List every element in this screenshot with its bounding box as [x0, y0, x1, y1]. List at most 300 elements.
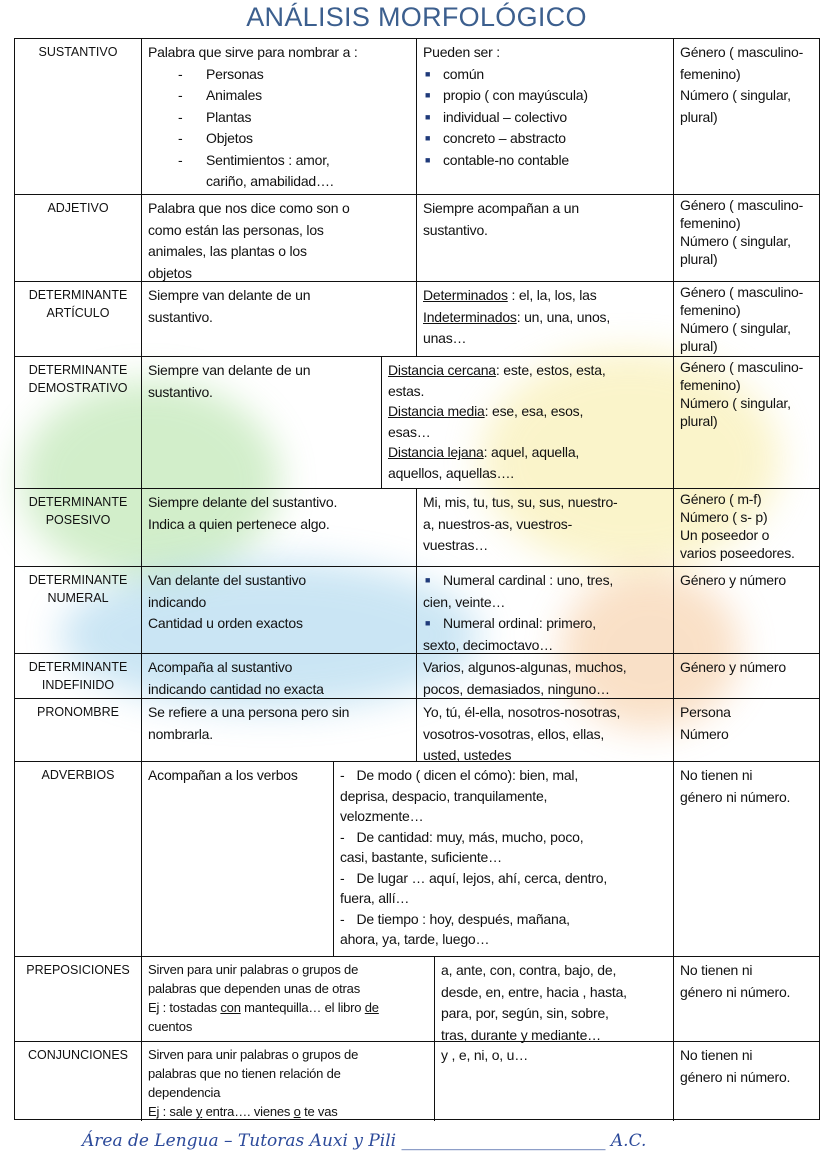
cell-line [680, 358, 813, 376]
line-text: No tienen ni [680, 962, 753, 978]
cell-line [423, 613, 667, 635]
definition-cell [141, 567, 416, 653]
cell-line [680, 657, 813, 679]
line-text: Un poseedor o [680, 527, 770, 543]
cell-line [423, 702, 667, 724]
table-row [15, 488, 819, 566]
category-label: DEMOSTRATIVO [28, 381, 128, 395]
line-text: plural) [680, 413, 718, 429]
line-text: Persona [680, 704, 731, 720]
category-label: ADVERBIOS [41, 768, 115, 782]
line-text: género ni número. [680, 983, 791, 1000]
line-text: casi, bastante, suficiente… [340, 849, 502, 865]
cell-line [148, 492, 410, 514]
text-segment: mantequilla… el libro [240, 1000, 365, 1015]
gender-number-cell [673, 39, 819, 194]
line-text: Número ( s- p) [680, 509, 768, 525]
cell-line [148, 765, 327, 787]
line-text: como están las personas, los [148, 221, 324, 238]
examples-cell [416, 489, 673, 566]
line-text: indicando [148, 593, 207, 610]
dash-bullet-icon: - [178, 151, 183, 168]
examples-cell [434, 957, 673, 1041]
category-label: DETERMINANTE [28, 573, 128, 587]
examples-cell [416, 195, 673, 281]
category-label: ARTÍCULO [46, 306, 110, 320]
cell-line [680, 787, 813, 809]
line-text: Siempre delante del sustantivo. [148, 494, 338, 510]
line-text: deprisa, despacio, tranquilamente, [340, 787, 548, 804]
cell-line [423, 592, 667, 614]
cell-line [148, 1045, 428, 1064]
cell-line [680, 232, 813, 250]
square-bullet-icon: ■ [425, 575, 431, 585]
line-text: velozmente… [340, 808, 424, 824]
text-segment: te vas [300, 1104, 338, 1119]
line-text: género ni número. [680, 788, 791, 805]
line-text: sexto, decimoctavo… [423, 636, 554, 653]
category-cell [15, 957, 141, 1041]
cell-line [680, 42, 813, 64]
cell-line [340, 868, 667, 889]
line-text: fuera, allí… [340, 890, 410, 906]
line-text: Sentimientos : amor, [206, 151, 330, 168]
examples-cell [416, 567, 673, 653]
cell-line [680, 544, 813, 562]
line-text: vuestras… [423, 537, 489, 553]
cell-line [148, 85, 410, 107]
cell-line [388, 401, 667, 422]
line-text: unas… [423, 330, 467, 346]
underlined-term: Distancia cercana [388, 362, 496, 378]
examples-cell [333, 762, 673, 956]
category-label: DETERMINANTE [28, 288, 128, 302]
cell-line [340, 827, 667, 848]
cell-line [388, 442, 667, 463]
line-text: No tienen ni [680, 1047, 753, 1063]
line-text: Varios, algunos-algunas, muchos, [423, 659, 627, 675]
category-cell [15, 699, 141, 761]
text-segment: : este, estos, esta, [495, 362, 606, 378]
line-text: varios poseedores. [680, 545, 795, 561]
category-label: ADJETIVO [47, 201, 109, 215]
cell-line [423, 492, 667, 514]
cell-line [680, 1067, 813, 1089]
cell-line [680, 765, 813, 787]
examples-cell [434, 1042, 673, 1121]
line-text: Palabra que sirve para nombrar a : [148, 44, 358, 60]
cell-line [441, 960, 667, 982]
underlined-term: Determinados [423, 287, 508, 303]
category-label: SUSTANTIVO [38, 45, 118, 59]
line-text: femenino) [680, 215, 741, 231]
cell-line [423, 220, 667, 242]
dash-bullet-icon: - [340, 767, 345, 783]
cell-line [148, 42, 410, 64]
cell-line [148, 307, 410, 329]
table-row [15, 566, 819, 653]
square-bullet-icon: ■ [425, 154, 431, 165]
definition-cell [141, 654, 416, 698]
category-label: DETERMINANTE [28, 495, 128, 509]
cell-line [148, 150, 410, 172]
cell-line [423, 535, 667, 557]
line-text: Plantas [206, 108, 252, 125]
text-segment: entra…. vienes [202, 1104, 294, 1119]
cell-line [680, 508, 813, 526]
line-text: Acompaña al sustantivo [148, 659, 293, 675]
cell-line [680, 526, 813, 544]
category-label: PREPOSICIONES [26, 963, 130, 977]
underlined-term: Distancia lejana [388, 444, 484, 460]
line-text: De cantidad: muy, más, mucho, poco, [356, 828, 584, 845]
category-cell [15, 1042, 141, 1121]
cell-line [148, 724, 410, 746]
line-text: vosotros-vosotras, ellos, ellas, [423, 725, 605, 742]
gender-number-cell [673, 195, 819, 281]
cell-line [148, 128, 410, 150]
cell-line [423, 285, 667, 307]
cell-line [680, 337, 813, 355]
line-text: Número ( singular, [680, 87, 791, 103]
line-text: Siempre van delante de un [148, 362, 311, 378]
line-text: para, por, según, sin, sobre, [441, 1005, 609, 1021]
cell-line [388, 463, 667, 484]
line-text: De modo ( dicen el cómo): bien, mal, [356, 767, 579, 783]
cell-line [680, 982, 813, 1004]
cell-line [148, 107, 410, 129]
category-label: CONJUNCIONES [27, 1048, 128, 1062]
line-text: Número ( singular, [680, 320, 791, 336]
cell-line [680, 107, 813, 129]
line-text: palabras que dependen unas de otras [148, 981, 361, 996]
gender-number-cell [673, 762, 819, 956]
definition-cell [141, 282, 416, 356]
table-row [15, 356, 819, 488]
underlined-term: Distancia media [388, 403, 485, 419]
cell-line [423, 107, 667, 129]
line-text: Género y número [680, 659, 786, 675]
gender-number-cell [673, 699, 819, 761]
line-text: sustantivo. [148, 308, 213, 325]
gender-number-cell [673, 357, 819, 488]
line-text: propio ( con mayúscula) [443, 87, 588, 103]
table-row [15, 194, 819, 281]
cell-line [148, 613, 410, 635]
square-bullet-icon: ■ [425, 133, 431, 143]
cell-line [148, 382, 375, 404]
cell-line [423, 679, 667, 701]
cell-line [148, 592, 410, 614]
line-text: Animales [206, 87, 262, 103]
underlined-term: de [364, 1000, 379, 1015]
line-text: Número [680, 725, 729, 742]
line-text: No tienen ni [680, 767, 753, 783]
footer: Área de Lengua – Tutoras Auxi y Pili ________________________ A.C. [82, 1131, 647, 1151]
square-bullet-icon: ■ [425, 68, 431, 79]
cell-line [148, 241, 410, 263]
gender-number-cell [673, 567, 819, 653]
dash-bullet-icon: - [340, 910, 345, 927]
table-row [15, 653, 819, 698]
table-row [15, 39, 819, 194]
cell-line [423, 42, 667, 64]
cell-line [148, 679, 410, 701]
category-label: POSESIVO [45, 513, 111, 527]
cell-line [340, 765, 667, 786]
line-text: Acompañan a los verbos [148, 767, 298, 783]
gender-number-cell [673, 1042, 819, 1121]
gender-number-cell [673, 957, 819, 1041]
line-text: femenino) [680, 302, 741, 318]
cell-line [340, 847, 667, 868]
cell-line [680, 85, 813, 107]
cell-line [423, 128, 667, 150]
cell-line [680, 301, 813, 319]
cell-line [148, 998, 428, 1017]
definition-cell [141, 39, 416, 194]
line-text: sustantivo. [423, 221, 488, 238]
category-label: NUMERAL [47, 591, 109, 605]
examples-cell [416, 39, 673, 194]
cell-line [148, 285, 410, 307]
cell-line [680, 376, 813, 394]
line-text: desde, en, entre, hacia , hasta, [441, 983, 627, 1000]
underlined-term: Indeterminados [423, 308, 517, 325]
line-text: Se refiere a una persona pero sin [148, 704, 350, 720]
square-bullet-icon: ■ [425, 90, 431, 100]
cell-line [148, 198, 410, 220]
cell-line [423, 657, 667, 679]
examples-cell [416, 654, 673, 698]
line-text: indicando cantidad no exacta [148, 680, 324, 697]
cell-line [423, 85, 667, 107]
line-text: Número ( singular, [680, 395, 791, 411]
line-text: Pueden ser : [423, 44, 500, 60]
cell-line [423, 64, 667, 86]
line-text: Numeral ordinal: primero, [443, 615, 596, 631]
line-text: Van delante del sustantivo [148, 572, 306, 588]
table-row [15, 956, 819, 1041]
line-text: Género ( masculino- [680, 197, 804, 213]
line-text: Personas [206, 65, 264, 82]
category-cell [15, 489, 141, 566]
cell-line [340, 806, 667, 827]
dash-bullet-icon: - [178, 65, 183, 82]
line-text: Género ( masculino- [680, 284, 804, 300]
line-text: pocos, demasiados, ninguno… [423, 680, 610, 697]
gender-number-cell [673, 282, 819, 356]
cell-line [148, 171, 410, 193]
line-text: cariño, amabilidad…. [206, 173, 334, 189]
line-text: Número ( singular, [680, 233, 791, 249]
line-text: femenino) [680, 377, 741, 393]
table-row [15, 1041, 819, 1121]
cell-line [340, 929, 667, 950]
examples-cell [381, 357, 673, 488]
definition-cell [141, 195, 416, 281]
line-text: femenino) [680, 65, 741, 82]
line-text: dependencia [148, 1085, 221, 1100]
category-label: DETERMINANTE [28, 363, 128, 377]
underlined-term: o [293, 1104, 301, 1119]
definition-cell [141, 957, 434, 1041]
line-text: cien, veinte… [423, 593, 506, 610]
line-text: plural) [680, 338, 718, 354]
cell-line [441, 1045, 667, 1067]
line-text: contable-no contable [443, 151, 569, 168]
cell-line [148, 1083, 428, 1102]
text-segment: : ese, esa, esos, [484, 403, 584, 419]
cell-line [423, 328, 667, 350]
text-segment: : aquel, aquella, [483, 444, 580, 460]
cell-line [148, 960, 428, 979]
table-row [15, 281, 819, 356]
line-text: De lugar … aquí, lejos, ahí, cerca, dentro, [356, 869, 608, 886]
cell-line [680, 412, 813, 430]
line-text: objetos [148, 264, 192, 281]
examples-cell [416, 699, 673, 761]
line-text: individual – colectivo [443, 108, 568, 125]
category-label: INDEFINIDO [41, 678, 115, 692]
line-text: a, ante, con, contra, bajo, de, [441, 962, 617, 978]
line-text: concreto – abstracto [443, 130, 566, 146]
cell-line [441, 982, 667, 1004]
line-text: ahora, ya, tarde, luego… [340, 931, 490, 947]
line-text: aquellos, aquellas…. [388, 464, 514, 481]
definition-cell [141, 699, 416, 761]
category-cell [15, 357, 141, 488]
definition-cell [141, 357, 381, 488]
line-text: Sirven para unir palabras o grupos de [148, 962, 359, 977]
dash-bullet-icon: - [178, 130, 183, 146]
line-text: Mi, mis, tu, tus, su, sus, nuestro- [423, 494, 618, 510]
cell-line [148, 220, 410, 242]
text-segment: Ej : tostadas [148, 1000, 221, 1015]
line-text: Numeral cardinal : uno, tres, [443, 572, 614, 588]
cell-line [148, 1064, 428, 1083]
cell-line [680, 1045, 813, 1067]
line-text: Indica a quien pertenece algo. [148, 515, 330, 532]
cell-line [148, 1102, 428, 1121]
line-text: plural) [680, 251, 718, 267]
cell-line [680, 570, 813, 592]
line-text: y , e, ni, o, u… [441, 1047, 529, 1063]
line-text: Yo, tú, él-ella, nosotros-nosotras, [423, 704, 621, 720]
line-text: esas… [388, 423, 431, 440]
examples-cell [416, 282, 673, 356]
table-row [15, 698, 819, 761]
line-text: Género y número [680, 572, 786, 588]
cell-line [148, 702, 410, 724]
dash-bullet-icon: - [178, 87, 183, 103]
line-text: Objetos [206, 130, 253, 146]
line-text: usted, ustedes [423, 747, 512, 763]
page-title: ANÁLISIS MORFOLÓGICO [246, 2, 587, 32]
definition-cell [141, 489, 416, 566]
text-segment: : el, la, los, las [507, 287, 597, 303]
line-text: cuentos [148, 1019, 193, 1034]
cell-line [388, 381, 667, 402]
category-cell [15, 195, 141, 281]
cell-line [148, 64, 410, 86]
category-cell [15, 762, 141, 956]
cell-line [441, 1003, 667, 1025]
cell-line [680, 196, 813, 214]
line-text: Cantidad u orden exactos [148, 615, 303, 631]
line-text: Género ( masculino- [680, 44, 804, 60]
cell-line [423, 150, 667, 172]
line-text: Siempre van delante de un [148, 287, 311, 303]
line-text: género ni número. [680, 1068, 791, 1085]
line-text: Género ( masculino- [680, 359, 804, 375]
cell-line [148, 979, 428, 998]
dash-bullet-icon: - [178, 108, 183, 125]
cell-line [148, 1017, 428, 1036]
line-text: De tiempo : hoy, después, mañana, [356, 910, 570, 927]
line-text: Sirven para unir palabras o grupos de [148, 1047, 359, 1062]
cell-line [680, 64, 813, 86]
cell-line [680, 319, 813, 337]
underlined-term: con [220, 1000, 241, 1015]
line-text: Siempre acompañan a un [423, 200, 579, 216]
category-cell [15, 567, 141, 653]
category-cell [15, 39, 141, 194]
gender-number-cell [673, 654, 819, 698]
cell-line [680, 214, 813, 232]
gender-number-cell [673, 489, 819, 566]
cell-line [340, 888, 667, 909]
cell-line [680, 724, 813, 746]
text-segment: : un, una, unos, [516, 308, 611, 325]
cell-line [423, 570, 667, 592]
definition-cell [141, 762, 333, 956]
underlined-term: y [195, 1104, 203, 1119]
line-text: tras, durante y mediante… [441, 1026, 601, 1043]
line-text: estas. [388, 382, 425, 399]
line-text: animales, las plantas o los [148, 243, 307, 259]
cell-line [148, 657, 410, 679]
dash-bullet-icon: - [340, 869, 345, 886]
table-row [15, 761, 819, 956]
cell-line [148, 514, 410, 536]
cell-line [423, 307, 667, 329]
cell-line [680, 702, 813, 724]
cell-line [680, 394, 813, 412]
cell-line [680, 250, 813, 268]
cell-line [388, 360, 667, 381]
line-text: palabras que no tienen relación de [148, 1066, 341, 1081]
definition-cell [141, 1042, 434, 1121]
line-text: a, nuestros-as, vuestros- [423, 515, 573, 532]
cell-line [340, 786, 667, 807]
cell-line [148, 570, 410, 592]
line-text: nombrarla. [148, 725, 213, 742]
cell-line [148, 360, 375, 382]
category-cell [15, 282, 141, 356]
category-label: PRONOMBRE [37, 705, 119, 719]
cell-line [340, 909, 667, 930]
square-bullet-icon: ■ [425, 618, 431, 628]
cell-line [423, 514, 667, 536]
morphology-table [14, 38, 820, 1120]
cell-line [388, 422, 667, 443]
line-text: sustantivo. [148, 383, 213, 400]
line-text: común [443, 65, 485, 82]
cell-line [680, 283, 813, 301]
square-bullet-icon: ■ [425, 111, 431, 122]
dash-bullet-icon: - [340, 828, 345, 845]
